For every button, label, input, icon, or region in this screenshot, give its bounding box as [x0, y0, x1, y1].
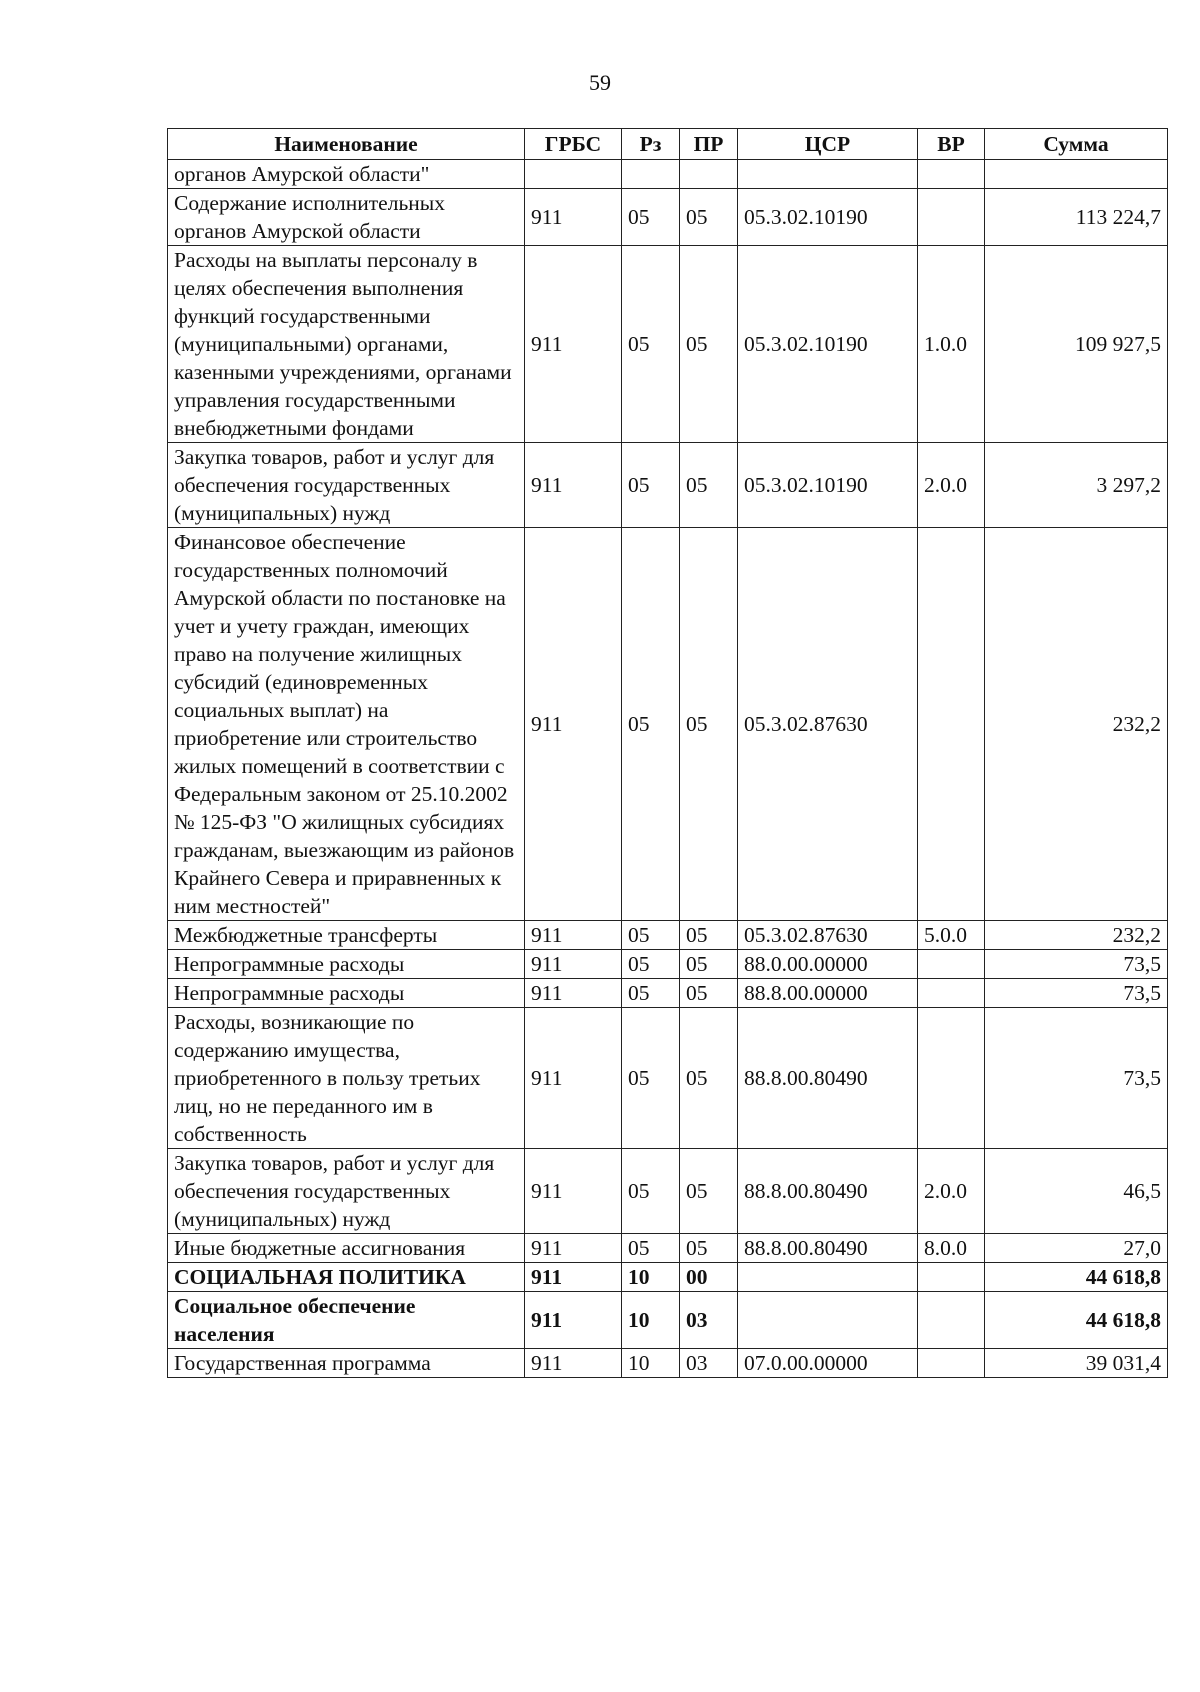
cell-name: Содержание исполнительных органов Амурской области [168, 189, 525, 246]
table-row [168, 443, 1168, 528]
cell-pr: 03 [680, 1349, 738, 1378]
table-row [168, 528, 1168, 921]
cell-grbs: 911 [525, 1349, 622, 1378]
cell-vr [918, 160, 985, 189]
cell-rz: 05 [622, 921, 680, 950]
cell-name: СОЦИАЛЬНАЯ ПОЛИТИКА [168, 1263, 525, 1292]
cell-sum: 39 031,4 [985, 1349, 1168, 1378]
cell-name: Закупка товаров, работ и услуг для обеспечения государственных (муниципальных) нужд [168, 1149, 525, 1234]
cell-grbs: 911 [525, 921, 622, 950]
cell-sum: 109 927,5 [985, 246, 1168, 443]
cell-name: Расходы на выплаты персоналу в целях обеспечения выполнения функций государственными (муниципальными) органами, казенными учреждениями, органами управления государственными внебюджетными фондами [168, 246, 525, 443]
cell-vr [918, 1349, 985, 1378]
cell-vr: 2.0.0 [918, 1149, 985, 1234]
cell-rz: 05 [622, 1234, 680, 1263]
cell-vr [918, 979, 985, 1008]
cell-rz: 05 [622, 528, 680, 921]
cell-sum: 44 618,8 [985, 1263, 1168, 1292]
cell-rz: 05 [622, 1008, 680, 1149]
cell-sum: 232,2 [985, 528, 1168, 921]
cell-name: Непрограммные расходы [168, 979, 525, 1008]
cell-pr: 00 [680, 1263, 738, 1292]
cell-grbs: 911 [525, 1149, 622, 1234]
header-rz: Рз [622, 129, 680, 160]
table-body [168, 160, 1168, 1378]
cell-name: Межбюджетные трансферты [168, 921, 525, 950]
header-vr: ВР [918, 129, 985, 160]
cell-csr [738, 160, 918, 189]
cell-grbs [525, 160, 622, 189]
table-row [168, 979, 1168, 1008]
cell-csr: 88.0.00.00000 [738, 950, 918, 979]
cell-vr: 8.0.0 [918, 1234, 985, 1263]
cell-rz: 05 [622, 443, 680, 528]
cell-rz: 10 [622, 1292, 680, 1349]
cell-csr: 05.3.02.10190 [738, 443, 918, 528]
cell-vr: 2.0.0 [918, 443, 985, 528]
cell-pr [680, 160, 738, 189]
cell-grbs: 911 [525, 1292, 622, 1349]
cell-rz: 05 [622, 979, 680, 1008]
table-row [168, 189, 1168, 246]
cell-name: Иные бюджетные ассигнования [168, 1234, 525, 1263]
cell-csr: 05.3.02.87630 [738, 528, 918, 921]
cell-pr: 05 [680, 979, 738, 1008]
page-number: 59 [589, 70, 611, 95]
cell-grbs: 911 [525, 1263, 622, 1292]
cell-name: Расходы, возникающие по содержанию имущества, приобретенного в пользу третьих лиц, но не переданного им в собственность [168, 1008, 525, 1149]
cell-grbs: 911 [525, 246, 622, 443]
cell-grbs: 911 [525, 1234, 622, 1263]
cell-pr: 05 [680, 443, 738, 528]
table-row [168, 1149, 1168, 1234]
cell-name: Непрограммные расходы [168, 950, 525, 979]
cell-rz: 05 [622, 246, 680, 443]
table-row [168, 921, 1168, 950]
table-header-row [168, 129, 1168, 160]
header-name: Наименование [168, 129, 525, 160]
cell-csr: 05.3.02.87630 [738, 921, 918, 950]
header-csr: ЦСР [738, 129, 918, 160]
header-sum: Сумма [985, 129, 1168, 160]
cell-rz [622, 160, 680, 189]
cell-sum: 46,5 [985, 1149, 1168, 1234]
cell-rz: 05 [622, 189, 680, 246]
cell-pr: 05 [680, 528, 738, 921]
cell-name: органов Амурской области" [168, 160, 525, 189]
cell-csr: 88.8.00.80490 [738, 1234, 918, 1263]
cell-vr [918, 189, 985, 246]
cell-rz: 10 [622, 1263, 680, 1292]
cell-pr: 05 [680, 1008, 738, 1149]
header-pr: ПР [680, 129, 738, 160]
cell-csr [738, 1292, 918, 1349]
cell-sum: 232,2 [985, 921, 1168, 950]
cell-rz: 05 [622, 1149, 680, 1234]
cell-vr [918, 950, 985, 979]
table-row [168, 950, 1168, 979]
table-row [168, 246, 1168, 443]
cell-vr [918, 1008, 985, 1149]
header-grbs: ГРБС [525, 129, 622, 160]
cell-sum: 73,5 [985, 1008, 1168, 1149]
table-row [168, 160, 1168, 189]
cell-csr: 05.3.02.10190 [738, 246, 918, 443]
cell-vr: 5.0.0 [918, 921, 985, 950]
cell-grbs: 911 [525, 528, 622, 921]
cell-pr: 05 [680, 246, 738, 443]
cell-grbs: 911 [525, 189, 622, 246]
cell-rz: 10 [622, 1349, 680, 1378]
cell-csr: 88.8.00.80490 [738, 1149, 918, 1234]
table-row [168, 1263, 1168, 1292]
cell-grbs: 911 [525, 950, 622, 979]
cell-grbs: 911 [525, 443, 622, 528]
cell-name: Социальное обеспечение населения [168, 1292, 525, 1349]
cell-csr [738, 1263, 918, 1292]
budget-table [167, 128, 1168, 1378]
cell-csr: 07.0.00.00000 [738, 1349, 918, 1378]
cell-vr: 1.0.0 [918, 246, 985, 443]
cell-vr [918, 528, 985, 921]
cell-sum [985, 160, 1168, 189]
cell-csr: 88.8.00.80490 [738, 1008, 918, 1149]
cell-vr [918, 1292, 985, 1349]
cell-pr: 03 [680, 1292, 738, 1349]
cell-sum: 73,5 [985, 979, 1168, 1008]
cell-sum: 73,5 [985, 950, 1168, 979]
cell-name: Государственная программа [168, 1349, 525, 1378]
cell-sum: 27,0 [985, 1234, 1168, 1263]
cell-sum: 3 297,2 [985, 443, 1168, 528]
table-row [168, 1008, 1168, 1149]
cell-pr: 05 [680, 1234, 738, 1263]
cell-csr: 05.3.02.10190 [738, 189, 918, 246]
cell-sum: 44 618,8 [985, 1292, 1168, 1349]
cell-name: Финансовое обеспечение государственных полномочий Амурской области по постановке на учет и учету граждан, имеющих право на получение жилищных субсидий (единовременных социальных выплат) на приобретение или строительство жилых помещений в соответствии с Федеральным законом от 25.10.2002 № 125-ФЗ "О жилищных субсидиях гражданам, выезжающим из районов Крайнего Севера и приравненных к ним местностей" [168, 528, 525, 921]
table-row [168, 1349, 1168, 1378]
cell-pr: 05 [680, 921, 738, 950]
cell-grbs: 911 [525, 1008, 622, 1149]
cell-pr: 05 [680, 189, 738, 246]
table-row [168, 1234, 1168, 1263]
cell-rz: 05 [622, 950, 680, 979]
cell-vr [918, 1263, 985, 1292]
cell-sum: 113 224,7 [985, 189, 1168, 246]
cell-grbs: 911 [525, 979, 622, 1008]
table-row [168, 1292, 1168, 1349]
cell-pr: 05 [680, 950, 738, 979]
cell-pr: 05 [680, 1149, 738, 1234]
cell-csr: 88.8.00.00000 [738, 979, 918, 1008]
cell-name: Закупка товаров, работ и услуг для обеспечения государственных (муниципальных) нужд [168, 443, 525, 528]
